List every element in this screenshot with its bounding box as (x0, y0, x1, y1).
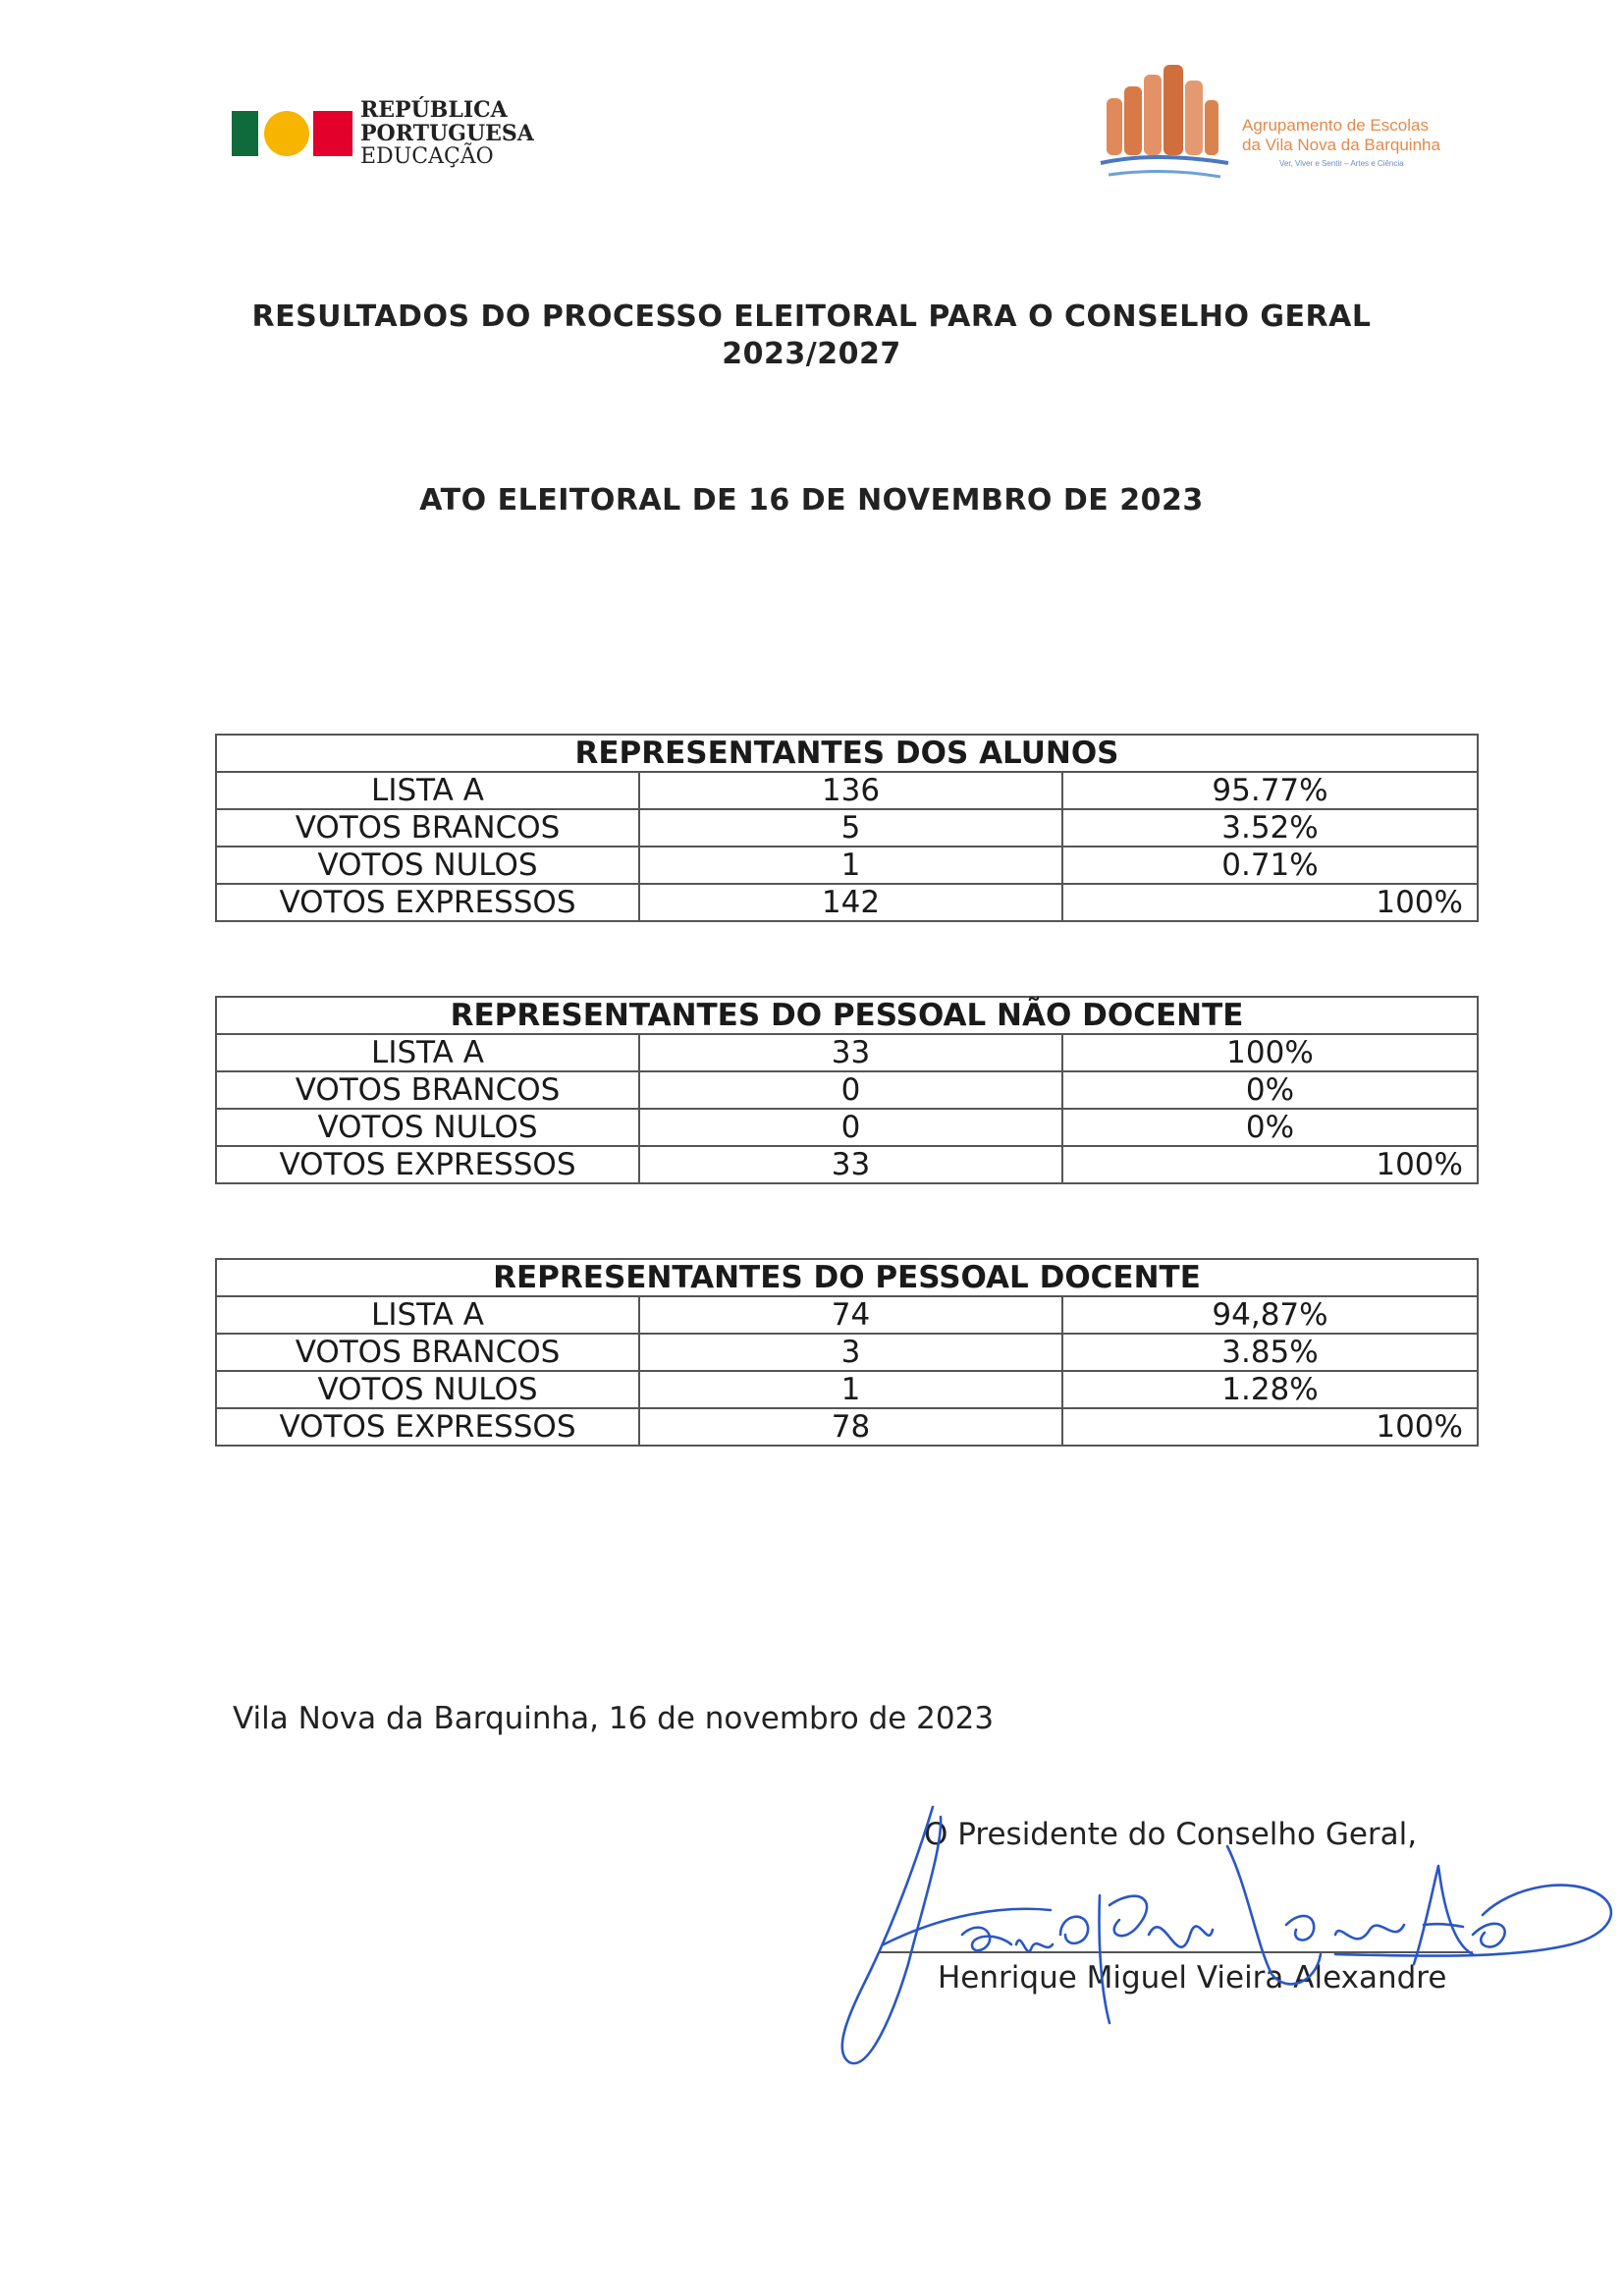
school-name-line2: da Vila Nova da Barquinha (1242, 136, 1440, 154)
row-count: 3 (639, 1334, 1062, 1371)
flag-icon (232, 111, 352, 156)
row-count: 5 (639, 809, 1062, 847)
row-percent: 100% (1062, 1408, 1478, 1446)
row-label: VOTOS BRANCOS (216, 809, 639, 847)
row-percent: 1.28% (1062, 1371, 1478, 1408)
row-label: LISTA A (216, 1296, 639, 1334)
results-table-students (215, 734, 1479, 922)
table-row (216, 1334, 1478, 1371)
row-label: VOTOS EXPRESSOS (216, 884, 639, 921)
row-count: 1 (639, 1371, 1062, 1408)
table-heading: REPRESENTANTES DO PESSOAL DOCENTE (216, 1259, 1478, 1296)
school-tagline: Ver, Viver e Sentir – Artes e Ciência (1279, 159, 1404, 168)
title-line1: RESULTADOS DO PROCESSO ELEITORAL PARA O CONSELHO GERAL (251, 300, 1372, 334)
table-row-total (216, 1408, 1478, 1446)
place-and-date: Vila Nova da Barquinha, 16 de novembro de 2023 (233, 1701, 995, 1736)
row-label: VOTOS NULOS (216, 1371, 639, 1408)
row-percent: 3.85% (1062, 1334, 1478, 1371)
row-count: 78 (639, 1408, 1062, 1446)
row-label: VOTOS EXPRESSOS (216, 1408, 639, 1446)
table-row (216, 1371, 1478, 1408)
table-row-total (216, 1146, 1478, 1183)
act-title: ATO ELEITORAL DE 16 DE NOVEMBRO DE 2023 (419, 483, 1204, 518)
table-row (216, 1034, 1478, 1071)
signer-title: O Presidente do Conselho Geral, (924, 1817, 1418, 1852)
row-count: 0 (639, 1071, 1062, 1109)
row-label: VOTOS NULOS (216, 847, 639, 884)
row-count: 142 (639, 884, 1062, 921)
title-line2: 2023/2027 (722, 337, 901, 371)
table-row (216, 847, 1478, 884)
school-buildings-icon (1095, 61, 1242, 189)
row-count: 1 (639, 847, 1062, 884)
results-table-non-teaching-staff (215, 996, 1479, 1184)
row-percent: 100% (1062, 884, 1478, 921)
row-count: 33 (639, 1146, 1062, 1183)
school-name-line1: Agrupamento de Escolas (1242, 116, 1429, 135)
row-percent: 100% (1062, 1034, 1478, 1071)
row-percent: 94,87% (1062, 1296, 1478, 1334)
gov-logo-line2: PORTUGUESA (360, 121, 534, 146)
row-count: 33 (639, 1034, 1062, 1071)
row-count: 0 (639, 1109, 1062, 1146)
table-row-total (216, 884, 1478, 921)
row-percent: 3.52% (1062, 809, 1478, 847)
row-label: VOTOS BRANCOS (216, 1071, 639, 1109)
table-heading: REPRESENTANTES DO PESSOAL NÃO DOCENTE (216, 997, 1478, 1034)
row-percent: 95.77% (1062, 772, 1478, 809)
table-row (216, 772, 1478, 809)
row-count: 74 (639, 1296, 1062, 1334)
school-logo (1095, 61, 1478, 189)
handwritten-signature (825, 1787, 1620, 2082)
gov-logo-line3: EDUCAÇÃO (360, 144, 494, 169)
row-label: VOTOS NULOS (216, 1109, 639, 1146)
government-logo-text (360, 98, 534, 169)
row-label: VOTOS BRANCOS (216, 1334, 639, 1371)
row-percent: 0% (1062, 1071, 1478, 1109)
table-row (216, 1109, 1478, 1146)
table-row (216, 809, 1478, 847)
row-label: VOTOS EXPRESSOS (216, 1146, 639, 1183)
signer-name: Henrique Miguel Vieira Alexandre (938, 1960, 1447, 1995)
row-label: LISTA A (216, 772, 639, 809)
row-label: LISTA A (216, 1034, 639, 1071)
government-logo (232, 97, 534, 169)
table-row (216, 1296, 1478, 1334)
row-percent: 100% (1062, 1146, 1478, 1183)
table-row (216, 1071, 1478, 1109)
row-percent: 0.71% (1062, 847, 1478, 884)
document-title (0, 299, 1623, 373)
table-heading: REPRESENTANTES DOS ALUNOS (216, 735, 1478, 772)
row-count: 136 (639, 772, 1062, 809)
gov-logo-line1: REPÚBLICA (360, 97, 508, 123)
row-percent: 0% (1062, 1109, 1478, 1146)
results-table-teaching-staff (215, 1258, 1479, 1447)
